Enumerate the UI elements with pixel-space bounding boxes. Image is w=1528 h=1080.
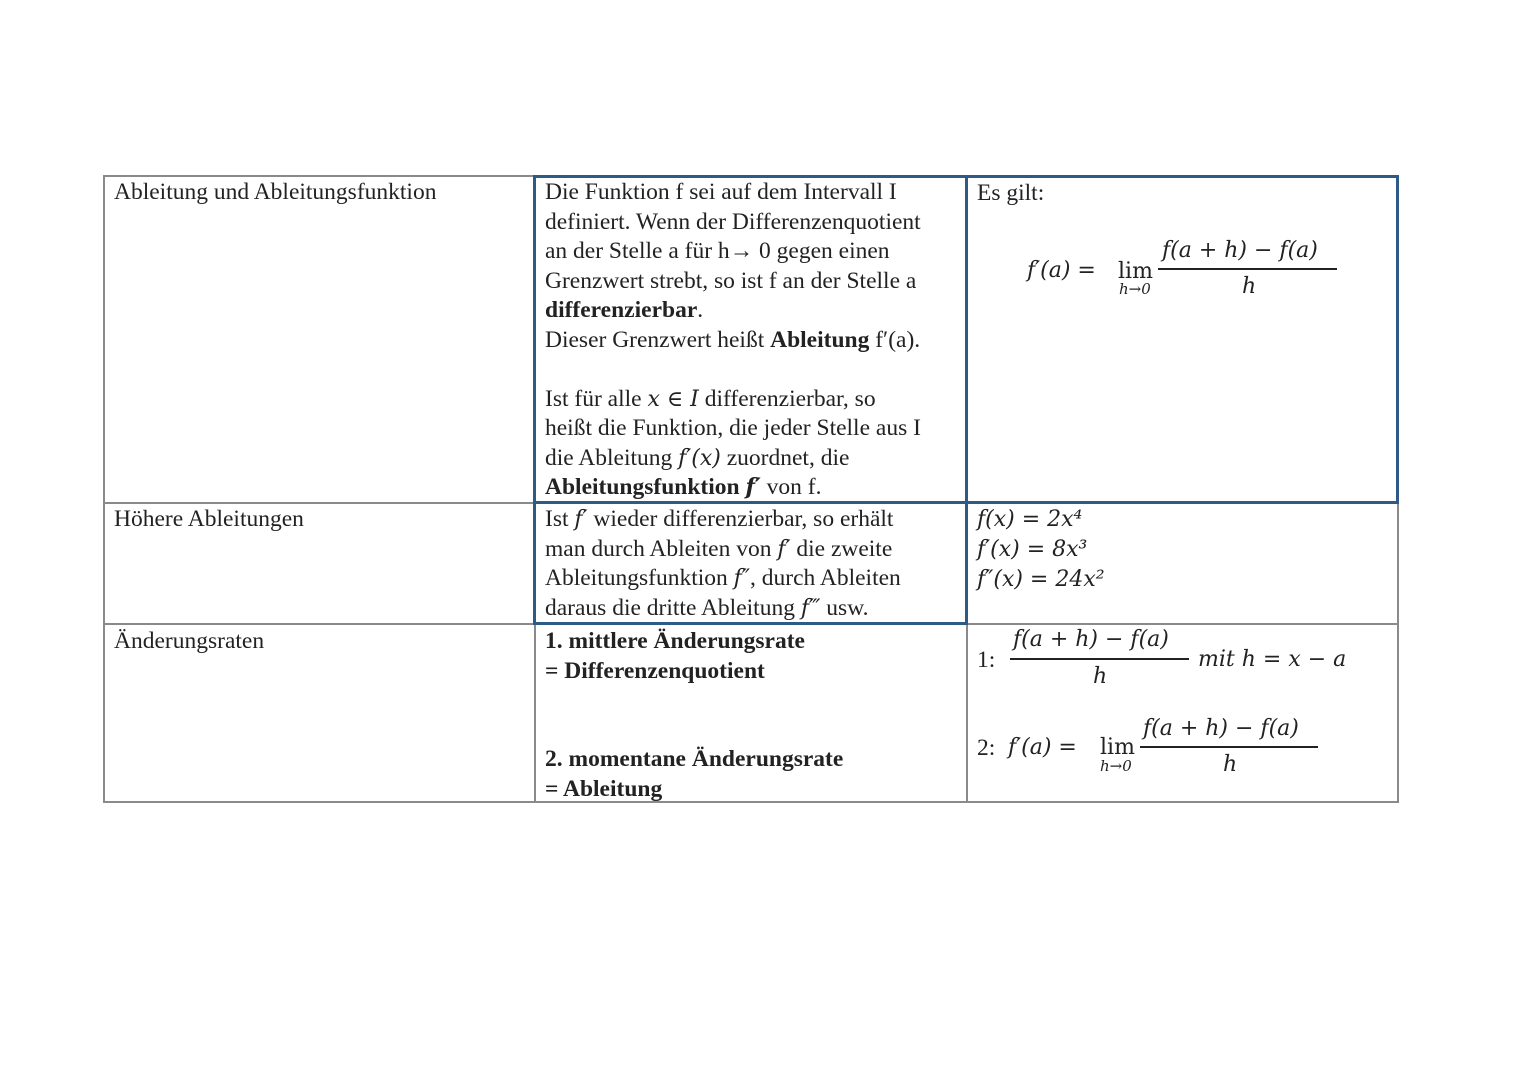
fraction-numerator: f(a + h) − f(a) (1162, 238, 1318, 263)
average-rate-title: 1. mittlere Änderungsrate (545, 628, 805, 654)
term-derivative-function: Ableitungsfunktion (545, 474, 746, 500)
text-line: definiert. Wenn der Differenzenquotient (545, 208, 921, 235)
limit-subscript: h→0 (1119, 280, 1151, 298)
definition-rates-of-change (545, 627, 843, 804)
term-differentiable: differenzierbar (545, 297, 698, 323)
formula-2-fraction-bar (1140, 746, 1318, 748)
instantaneous-rate-equivalent: = Ableitung (545, 775, 663, 802)
average-rate-equivalent: = Differenzenquotient (545, 657, 765, 684)
text-line: die Ableitung f′(x) zuordnet, die (545, 444, 850, 471)
formula-1-fraction-bar (1010, 658, 1189, 660)
formula-1-label: 1: (977, 647, 996, 673)
text-line: heißt die Funktion, die jeder Stelle aus I (545, 415, 921, 441)
text-line: Ist f′ wieder differenzierbar, so erhält (545, 506, 894, 532)
spacer (545, 355, 921, 385)
formula-2-numerator: f(a + h) − f(a) (1143, 716, 1299, 741)
formula-2-limit-operator: lim (1100, 735, 1135, 760)
fraction-denominator: h (1242, 274, 1257, 299)
table-border-left (103, 175, 105, 802)
text-line: differenzierbar. (545, 297, 704, 323)
spacer (545, 686, 843, 745)
definition-higher-derivatives (545, 505, 901, 623)
text-line: Die Funktion f sei auf dem Intervall I (545, 179, 897, 205)
limit-operator: lim (1118, 259, 1153, 284)
topic-higher-derivatives-text: Höhere Ableitungen (114, 506, 304, 532)
equation-f-double-prime: f″(x) = 24x² (977, 567, 1105, 592)
formula-1-condition: mit h = x − a (1198, 647, 1347, 672)
highlight-middle (965, 175, 968, 625)
highlight-left (533, 175, 536, 625)
text-line: an der Stelle a für h→ 0 gegen einen (545, 238, 890, 264)
formula-2-lhs: f′(a) = (1008, 735, 1077, 760)
definition-derivative (545, 178, 921, 503)
formula-2-limit-subscript: h→0 (1100, 757, 1132, 775)
equation-f-prime: f′(x) = 8x³ (977, 537, 1088, 562)
text-line: man durch Ableiten von f′ die zweite (545, 535, 893, 562)
topic-higher-derivatives (114, 505, 304, 535)
text-line: Ableitungsfunktion f′ von f. (545, 474, 822, 500)
text-line: daraus die dritte Ableitung f‴ usw. (545, 594, 869, 621)
instantaneous-rate-title: 2. momentane Änderungsrate (545, 746, 844, 772)
formula-1-denominator: h (1093, 664, 1108, 689)
text-line: Ableitungsfunktion f″, durch Ableiten (545, 565, 901, 591)
formula-lhs: f′(a) = (1027, 258, 1096, 283)
topic-derivative-text: Ableitung und Ableitungsfunktion (114, 179, 437, 205)
formula-intro: Es gilt: (977, 180, 1045, 206)
equation-f: f(x) = 2x⁴ (977, 507, 1083, 532)
formula-2-label: 2: (977, 735, 996, 761)
topic-derivative (114, 178, 436, 208)
term-derivative: Ableitung (770, 326, 870, 353)
topic-rates-of-change (114, 627, 264, 657)
fraction-bar (1158, 268, 1337, 270)
text-line: Dieser Grenzwert heißt Ableitung f′(a). (545, 326, 921, 353)
highlight-right (1396, 175, 1399, 504)
text-line: Grenzwert strebt, so ist f an der Stelle a (545, 267, 917, 294)
formula-1-numerator: f(a + h) − f(a) (1013, 627, 1169, 652)
topic-rates-of-change-text: Änderungsraten (114, 628, 265, 654)
formula-2-denominator: h (1223, 752, 1238, 777)
text-line: Ist für alle x ∈ I differenzierbar, so (545, 385, 876, 412)
